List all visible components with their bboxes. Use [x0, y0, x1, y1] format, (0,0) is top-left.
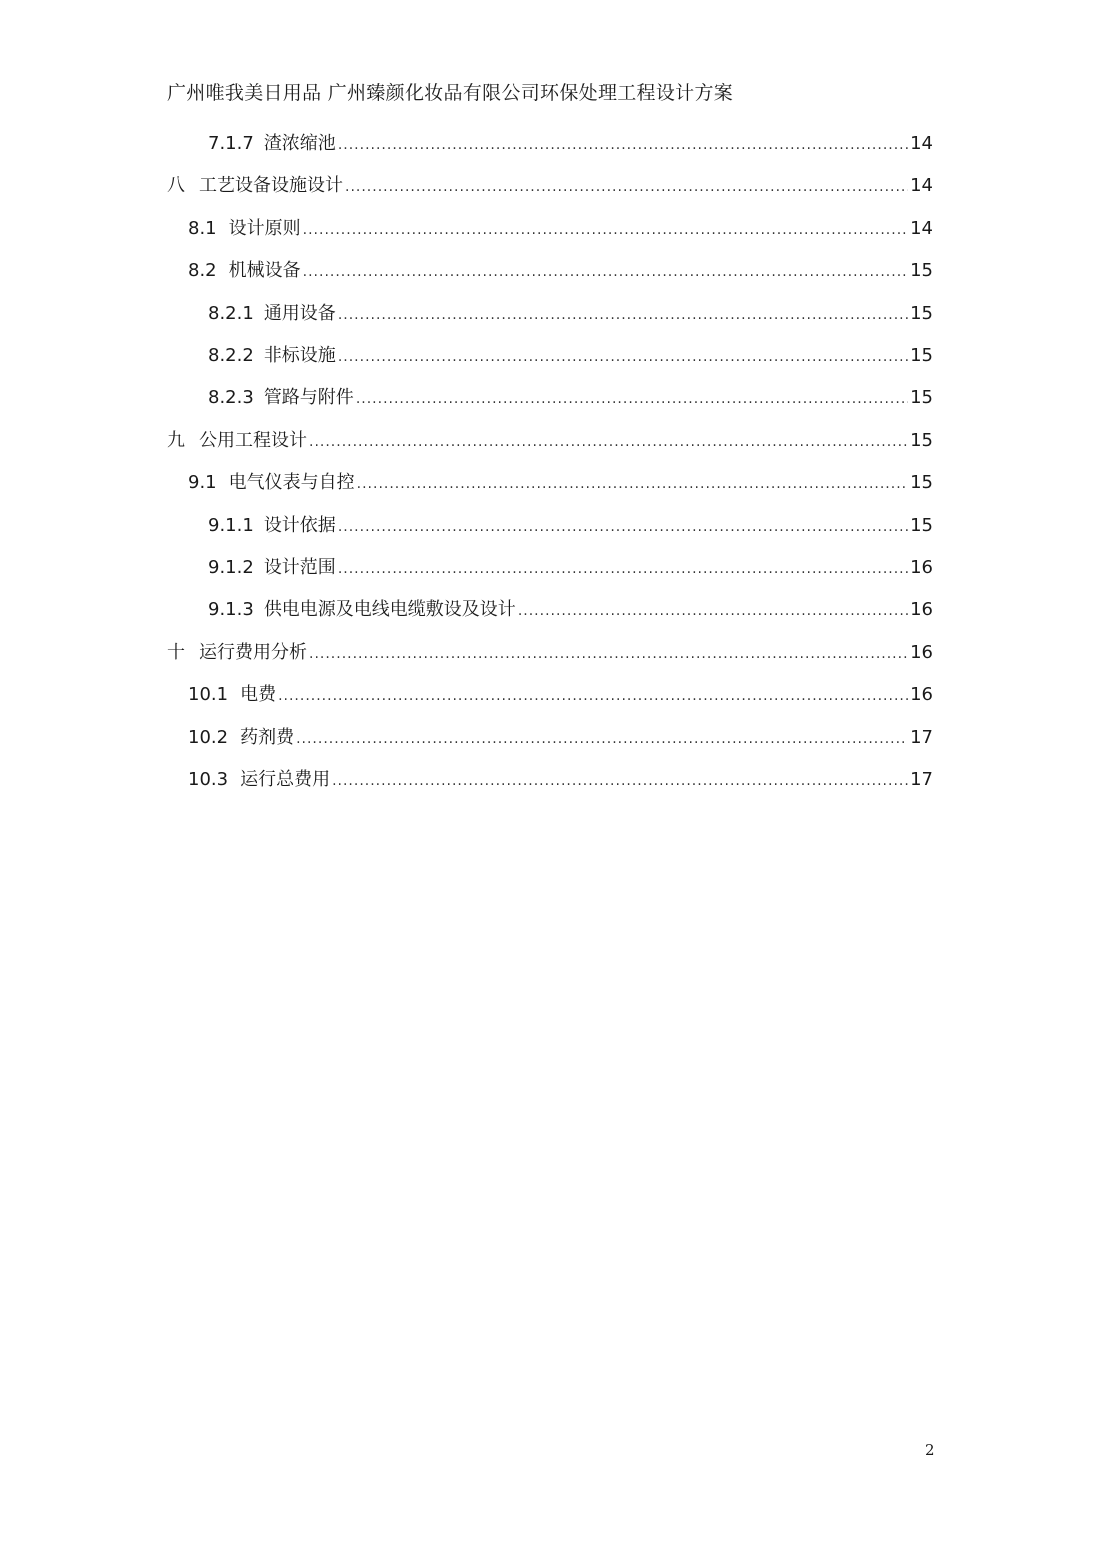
toc-entry[interactable] [167, 170, 933, 202]
toc-entry-title: 运行费用分析 [199, 641, 307, 663]
toc-entry[interactable] [188, 679, 933, 711]
toc-entry[interactable] [188, 467, 933, 499]
toc-dot-leader [296, 723, 908, 755]
toc-entry-page: 16 [910, 641, 933, 663]
toc-entry-title: 电气仪表与自控 [228, 472, 355, 494]
toc-entry-title: 机械设备 [228, 260, 301, 282]
toc-entry[interactable] [167, 425, 933, 457]
toc-dot-leader [338, 341, 908, 373]
toc-entry-page: 17 [910, 726, 933, 748]
toc-dot-leader [338, 511, 908, 543]
toc-entry-page: 14 [910, 175, 933, 197]
toc-entry[interactable] [208, 128, 933, 160]
toc-entry-title: 工艺设备设施设计 [199, 175, 343, 197]
toc-entry-number: 9.1.3 [208, 599, 254, 621]
toc-entry-title: 药剂费 [240, 726, 295, 748]
toc-entry-number: 8.2.2 [208, 345, 254, 366]
toc-entry-page: 14 [910, 133, 933, 154]
toc-entry[interactable] [208, 340, 933, 372]
toc-entry-number: 9.1.1 [208, 514, 254, 536]
toc-entry-title: 渣浓缩池 [263, 133, 336, 154]
toc-entry-page: 15 [910, 260, 933, 282]
toc-entry-number: 9.1 [188, 472, 217, 494]
toc-entry-page: 15 [910, 387, 933, 409]
toc-entry[interactable] [208, 510, 933, 542]
toc-entry-page: 15 [910, 429, 933, 451]
toc-entry[interactable] [208, 382, 933, 414]
toc-entry-page: 16 [910, 684, 933, 706]
toc-entry-page: 15 [910, 514, 933, 536]
toc-entry-title: 非标设施 [263, 345, 336, 366]
toc-dot-leader [309, 638, 908, 670]
toc-entry-number: 九 [167, 429, 185, 451]
toc-entry-number: 8.1 [188, 217, 217, 239]
toc-dot-leader [345, 171, 908, 203]
toc-dot-leader [278, 680, 908, 712]
toc-entry-title: 设计范围 [263, 557, 336, 578]
toc-entry-page: 15 [910, 472, 933, 494]
toc-dot-leader [303, 214, 908, 246]
toc-entry-page: 15 [910, 302, 933, 324]
toc-entry-page: 17 [910, 769, 933, 790]
toc-entry-title: 供电电源及电线电缆敷设及设计 [263, 599, 516, 621]
toc-entry[interactable] [188, 213, 933, 245]
toc-entry-title: 设计原则 [228, 217, 301, 239]
toc-entry-title: 设计依据 [263, 514, 336, 536]
toc-dot-leader [518, 595, 908, 627]
toc-dot-leader [338, 129, 908, 161]
toc-entry-page: 15 [910, 345, 933, 366]
toc-entry[interactable] [188, 255, 933, 287]
toc-entry-number: 7.1.7 [208, 133, 254, 154]
toc-entry-number: 8.2.1 [208, 302, 254, 324]
toc-entry-title: 公用工程设计 [199, 429, 307, 451]
toc-entry-title: 电费 [240, 684, 277, 706]
toc-entry[interactable] [167, 637, 933, 669]
toc-entry-number: 8.2.3 [208, 387, 254, 409]
toc-dot-leader [356, 383, 908, 415]
toc-dot-leader [357, 468, 908, 500]
toc-dot-leader [303, 256, 908, 288]
toc-entry-page: 16 [910, 557, 933, 578]
document-header: 广州唯我美日用品 广州臻颜化妆品有限公司环保处理工程设计方案 [167, 82, 734, 104]
toc-entry[interactable] [208, 552, 933, 584]
toc-entry-page: 14 [910, 217, 933, 239]
toc-entry[interactable] [208, 298, 933, 330]
toc-entry-number: 10.2 [188, 726, 229, 748]
toc-entry-number: 10.3 [188, 769, 229, 790]
toc-dot-leader [338, 299, 908, 331]
toc-dot-leader [332, 765, 908, 797]
toc-entry-page: 16 [910, 599, 933, 621]
toc-dot-leader [309, 426, 908, 458]
toc-dot-leader [338, 553, 908, 585]
toc-entry[interactable] [188, 764, 933, 796]
toc-entry-number: 8.2 [188, 260, 217, 282]
toc-entry-number: 十 [167, 641, 185, 663]
page-number: 2 [925, 1441, 935, 1459]
toc-entry-number: 9.1.2 [208, 557, 254, 578]
toc-entry-title: 管路与附件 [263, 387, 354, 409]
toc-entry-number: 八 [167, 175, 185, 197]
toc-entry-title: 运行总费用 [240, 769, 331, 790]
toc-entry-number: 10.1 [188, 684, 229, 706]
toc-entry[interactable] [208, 594, 933, 626]
toc-entry-title: 通用设备 [263, 302, 336, 324]
toc-entry[interactable] [188, 722, 933, 754]
